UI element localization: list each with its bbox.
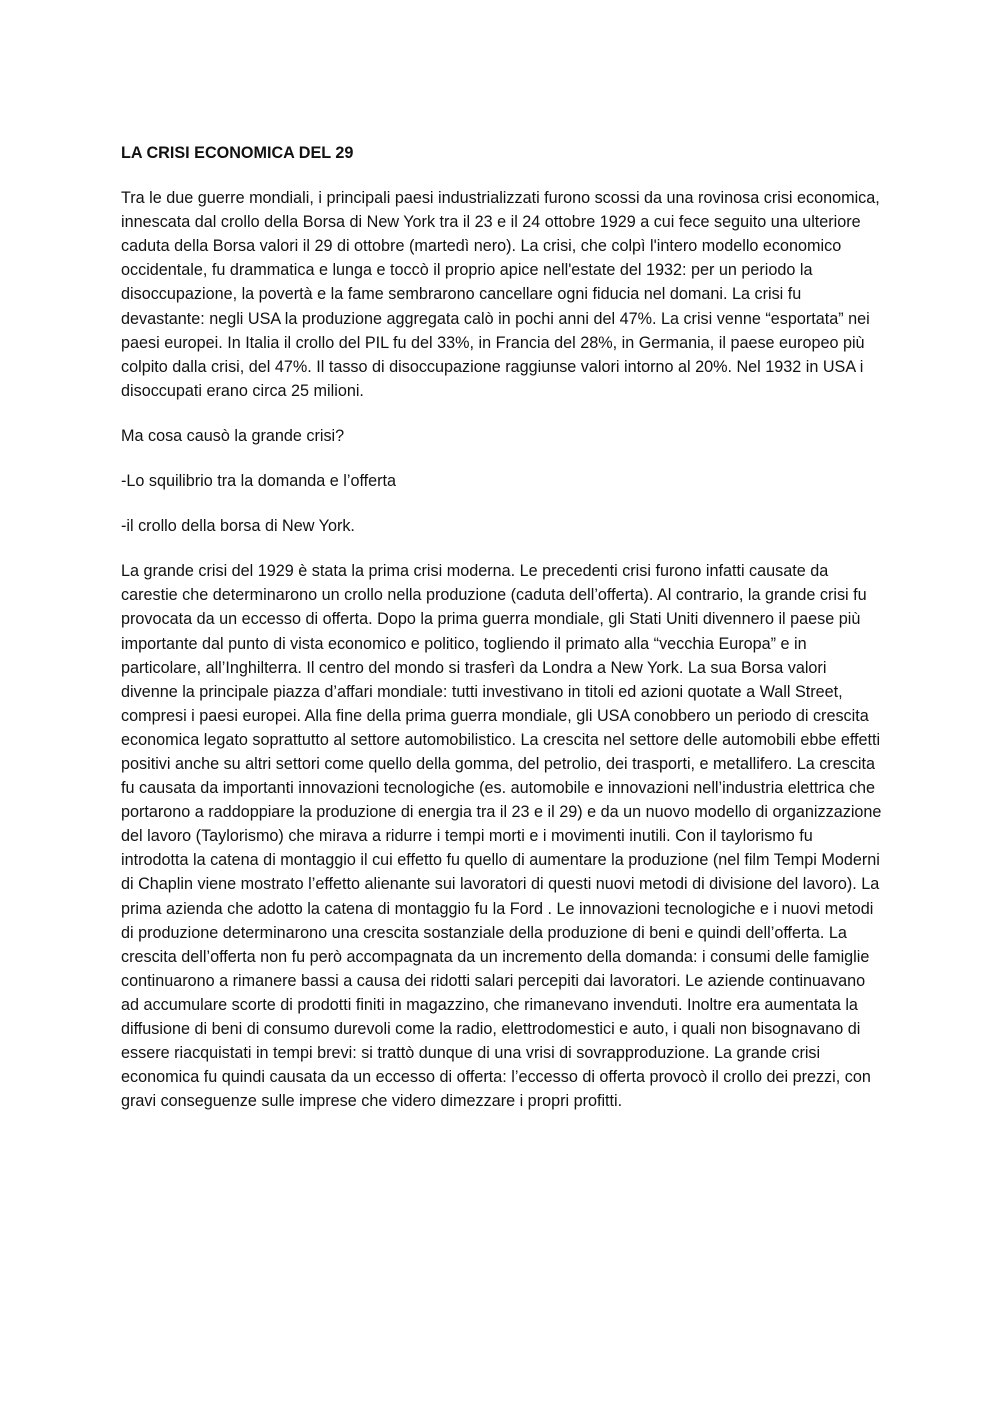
list-item-cause-2: -il crollo della borsa di New York. — [121, 517, 355, 536]
document-title: LA CRISI ECONOMICA DEL 29 — [121, 144, 354, 162]
paragraph-intro: Tra le due guerre mondiali, i principali paesi industrializzati furono scossi da una rovinosa crisi economica, innescata dal crollo della Borsa di New York tra il 23 e il 24 ottobre 1929 a cui fece seguito una ulteriore caduta della Borsa valori il 29 di ottobre (martedì nero). La crisi, che colpì l'intero modello economico occidentale, fu drammatica e lunga e toccò il proprio apice nell'estate del 1932: per un periodo la disoccupazione, la povertà e la fame sembrarono cancellare ogni fiducia nel domani. La crisi fu devastante: negli USA la produzione aggregata calò in pochi anni del 47%. La crisi venne “esportata” nei paesi europei. In Italia il crollo del PIL fu del 33%, in Francia del 28%, in Germania, il paese europeo più colpito dalla crisi, del 47%. Il tasso di disoccupazione raggiunse valori intorno al 20%. Nel 1932 in USA i disoccupati erano circa 25 milioni. — [121, 189, 880, 400]
list-item-cause-1: -Lo squilibrio tra la domanda e l’offerta — [121, 472, 397, 491]
document-body — [121, 141, 883, 1113]
paragraph-question: Ma cosa causò la grande crisi? — [121, 426, 345, 445]
paragraph-explanation: La grande crisi del 1929 è stata la prima crisi moderna. Le precedenti crisi furono infatti causate da carestie che determinarono un crollo nella produzione (caduta dell’offerta). Al contrario, la grande crisi fu provocata da un eccesso di offerta. Dopo la prima guerra mondiale, gli Stati Uniti divennero il paese più importante dal punto di vista economico e politico, togliendo il primato alla “vecchia Europa” e in particolare, all’Inghilterra. Il centro del mondo si trasferì da Londra a New York. La sua Borsa valori divenne la principale piazza d’affari mondiale: tutti investivano in titoli ed azioni quotate a Wall Street, compresi i paesi europei. Alla fine della prima guerra mondiale, gli USA conobbero un periodo di crescita economica legato soprattutto al settore automobilistico. La crescita nel settore delle automobili ebbe effetti positivi anche su altri settori come quello della gomma, del petrolio, dei trasporti, e metallifero. La crescita fu causata da importanti innovazioni tecnologiche (es. automobile e innovazioni nell’industria elettrica che portarono a raddoppiare la produzione di energia tra il 23 e il 29) e da un nuovo modello di organizzazione del lavoro (Taylorismo) che mirava a ridurre i tempi morti e i movimenti inutili. Con il taylorismo fu introdotta la catena di montaggio il cui effetto fu quello di aumentare la produzione (nel film Tempi Moderni di Chaplin viene mostrato l’effetto alienante sui lavoratori di questi nuovi metodi di divisione del lavoro). La prima azienda che adotto la catena di montaggio fu la Ford . Le innovazioni tecnologiche e i nuovi metodi di produzione determinarono una crescita sostanziale della produzione di beni e quindi dell’offerta. La crescita dell’offerta non fu però accompagnata da un incremento della domanda: i consumi delle famiglie continuarono a rimanere bassi a causa dei ridotti salari percepiti dai lavoratori. Le aziende continuavano ad accumulare scorte di prodotti finiti in magazzino, che rimanevano invenduti. Inoltre era aumentata la diffusione di beni di consumo durevoli come la radio, elettrodomestici e auto, i quali non bisognavano di essere riacquistati in tempi brevi: si trattò dunque di una vrisi di sovrapproduzione. La grande crisi economica fu quindi causata da un eccesso di offerta: l’eccesso di offerta provocò il crollo dei prezzi, con gravi conseguenze sulle imprese che videro dimezzare i propri profitti. — [121, 562, 882, 1111]
